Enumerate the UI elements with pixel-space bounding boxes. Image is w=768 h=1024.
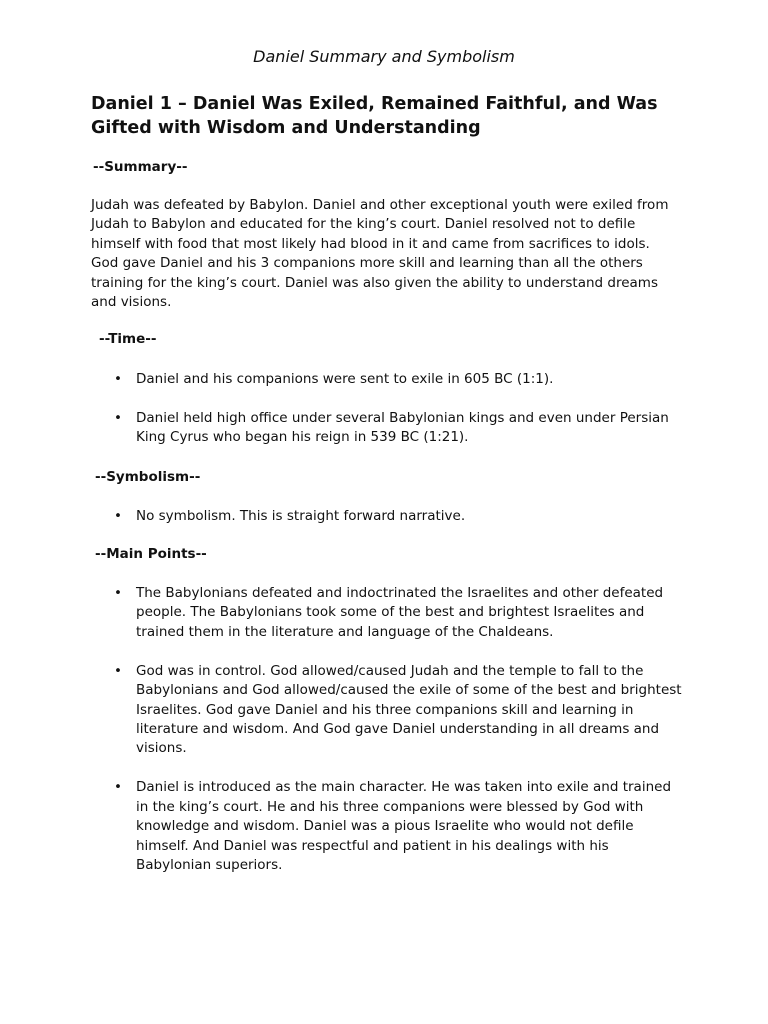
bullet-icon: • xyxy=(114,371,122,387)
symbolism-label: --Symbolism-- xyxy=(95,469,201,485)
main-points-list xyxy=(91,584,686,875)
main-points-label: --Main Points-- xyxy=(95,546,207,562)
list-item-text: Daniel is introduced as the main character. He was taken into exile and trained in the king’s court. He and his three companions were blessed by God with knowledge and wisdom. Daniel was a pious Israelite who would not defile himself. And Daniel was respectful and patient in his dealings with his Babylonian superiors. xyxy=(136,779,672,874)
bullet-icon: • xyxy=(114,779,122,796)
document-title: Daniel Summary and Symbolism xyxy=(253,47,515,66)
list-item xyxy=(91,662,686,759)
summary-label: --Summary-- xyxy=(93,159,188,175)
bullet-icon: • xyxy=(114,410,122,426)
summary-paragraph: Judah was defeated by Babylon. Daniel and other exceptional youth were exiled from Judah to Babylon and educated for the king’s court. Daniel resolved not to defile himself with food that most likely had blood in it and came from sacrifices to idols. God gave Daniel and his 3 companions more skill and learning than all the others training for the king’s court. Daniel was also given the ability to understand dreams and visions. xyxy=(91,197,669,311)
list-item xyxy=(91,370,686,389)
list-item xyxy=(91,778,686,875)
list-item xyxy=(91,409,686,448)
bullet-icon: • xyxy=(114,508,122,524)
list-item-text: Daniel held high office under several Babylonian kings and even under Persian King Cyrus who began his reign in 539 BC (1:21). xyxy=(136,410,669,446)
list-item-text: God was in control. God allowed/caused Judah and the temple to fall to the Babylonians and God allowed/caused the exile of some of the best and brightest Israelites. God gave Daniel and his three companions skill and learning in literature and wisdom. And God gave Daniel understanding in all dreams and visions. xyxy=(136,662,682,757)
list-item xyxy=(91,507,686,526)
list-item-text: No symbolism. This is straight forward narrative. xyxy=(136,508,466,524)
bullet-icon: • xyxy=(114,585,122,601)
list-item xyxy=(91,584,686,642)
symbolism-list xyxy=(91,507,686,526)
bullet-icon: • xyxy=(114,662,122,679)
list-item-text: The Babylonians defeated and indoctrinated the Israelites and other defeated people. The Babylonians took some of the best and brightest Israelites and trained them in the literature and language of the Chaldeans. xyxy=(136,585,664,640)
time-label: --Time-- xyxy=(99,331,157,347)
time-list xyxy=(91,370,686,448)
list-item-text: Daniel and his companions were sent to exile in 605 BC (1:1). xyxy=(136,371,554,387)
chapter-heading: Daniel 1 – Daniel Was Exiled, Remained Faithful, and Was Gifted with Wisdom and Understanding xyxy=(91,94,658,138)
